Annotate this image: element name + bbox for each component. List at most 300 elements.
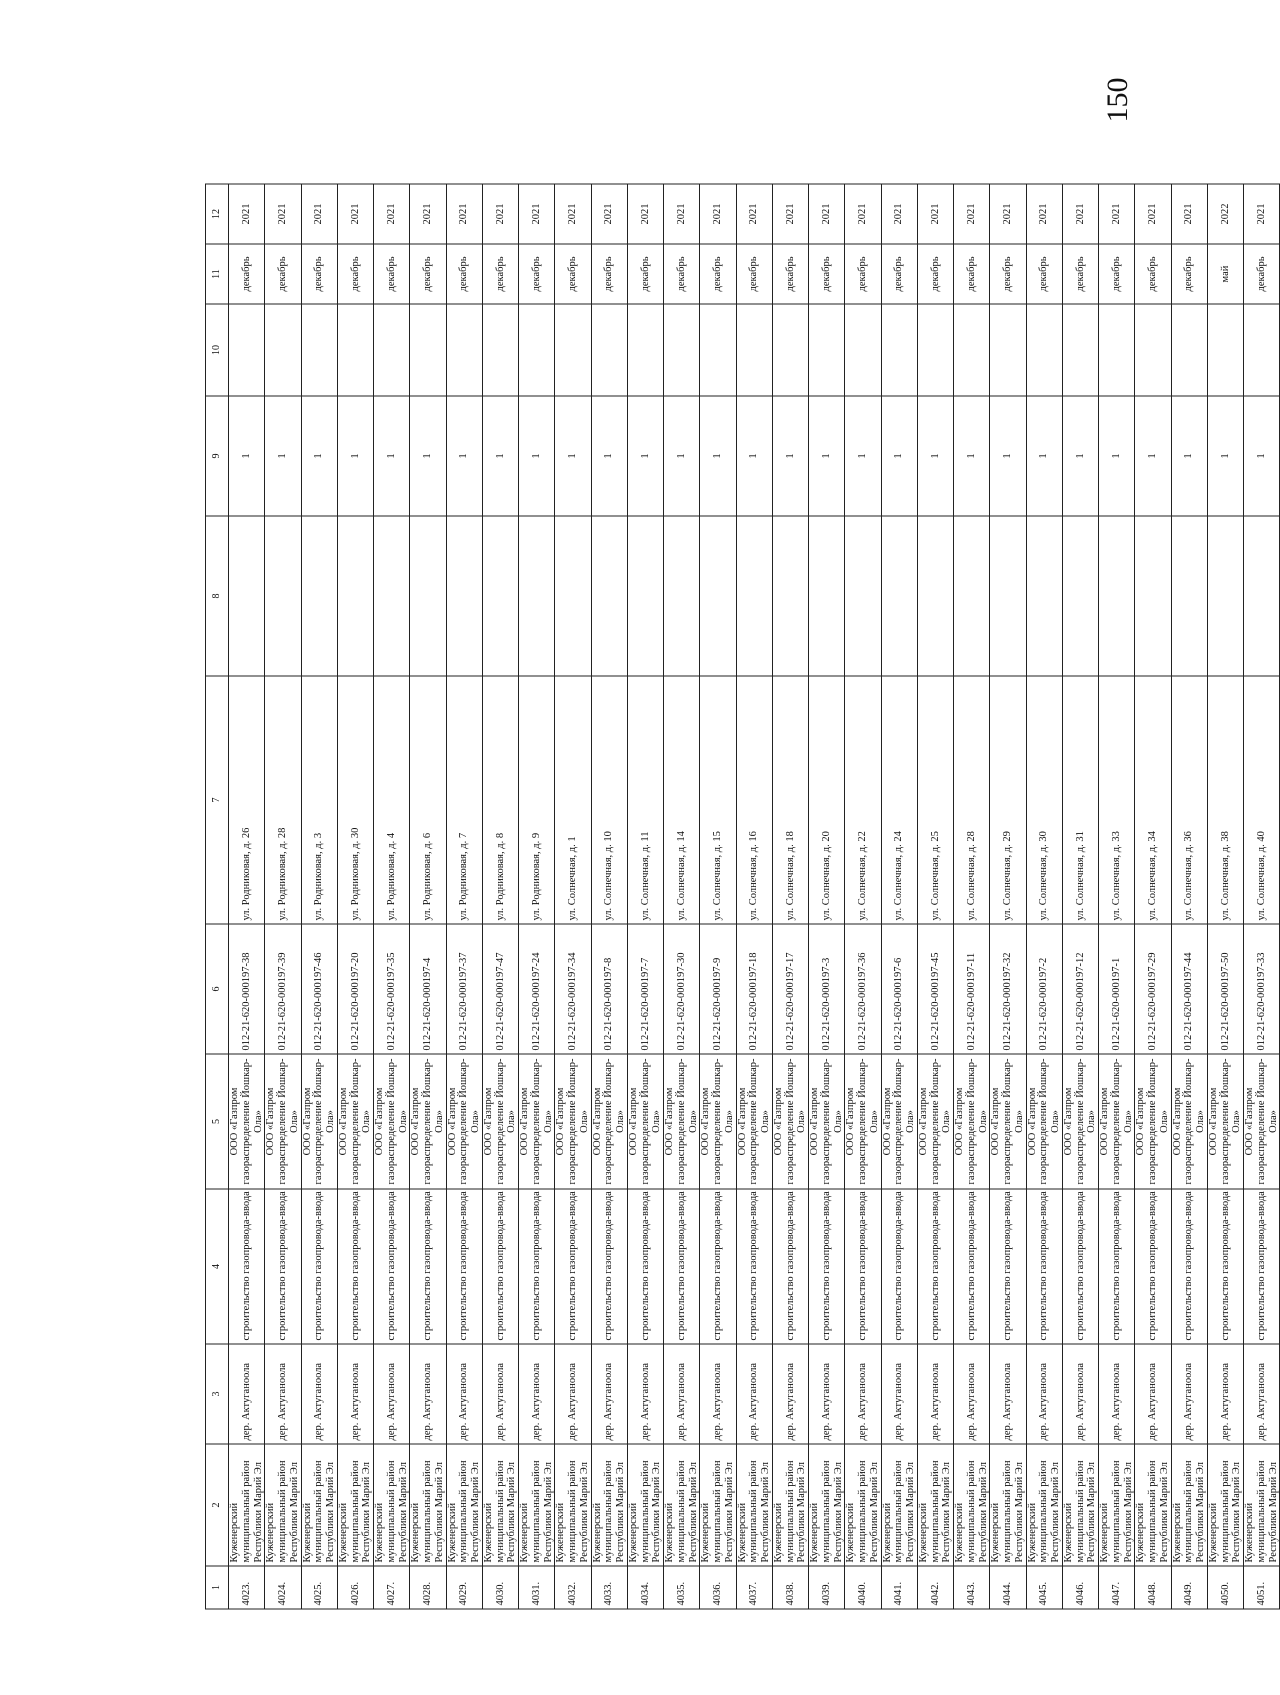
district-cell: Куженерский муниципальный район Республики Марий Эл bbox=[1135, 1444, 1171, 1566]
village-cell: дер. Актуганоола bbox=[265, 1344, 301, 1444]
col8-cell bbox=[881, 516, 917, 676]
table-row bbox=[990, 184, 1026, 1609]
work-type-cell: строительство газопровода-ввода bbox=[736, 1189, 772, 1344]
object-code-cell: 012-21-620-000197-33 bbox=[1244, 924, 1280, 1054]
district-cell: Куженерский муниципальный район Республики Марий Эл bbox=[1099, 1444, 1135, 1566]
col8-cell bbox=[1244, 516, 1280, 676]
organization-cell: ООО «Газпром газораспределение Йошкар-Ола» bbox=[845, 1054, 881, 1189]
col10-cell bbox=[990, 304, 1026, 396]
object-code-cell: 012-21-620-000197-8 bbox=[591, 924, 627, 1054]
month-cell: декабрь bbox=[229, 244, 265, 304]
col8-cell bbox=[374, 516, 410, 676]
address-cell: ул. Солнечная, д. 14 bbox=[664, 676, 700, 924]
quantity-cell: 1 bbox=[917, 396, 953, 516]
work-type-cell: строительство газопровода-ввода bbox=[1062, 1189, 1098, 1344]
address-cell: ул. Родниковая, д. 30 bbox=[337, 676, 373, 924]
village-cell: дер. Актуганоола bbox=[772, 1344, 808, 1444]
month-cell: декабрь bbox=[591, 244, 627, 304]
header-row bbox=[206, 184, 229, 1609]
col-header-11: 11 bbox=[206, 244, 229, 304]
organization-cell: ООО «Газпром газораспределение Йошкар-Ола» bbox=[700, 1054, 736, 1189]
address-cell: ул. Солнечная, д. 24 bbox=[881, 676, 917, 924]
year-cell: 2022 bbox=[1207, 184, 1243, 244]
col-header-5: 5 bbox=[206, 1054, 229, 1189]
col10-cell bbox=[301, 304, 337, 396]
col10-cell bbox=[664, 304, 700, 396]
object-code-cell: 012-21-620-000197-4 bbox=[410, 924, 446, 1054]
col8-cell bbox=[1026, 516, 1062, 676]
district-cell: Куженерский муниципальный район Республики Марий Эл bbox=[1207, 1444, 1243, 1566]
row-number-cell: 4031. bbox=[519, 1566, 555, 1609]
village-cell: дер. Актуганоола bbox=[1171, 1344, 1207, 1444]
object-code-cell: 012-21-620-000197-35 bbox=[374, 924, 410, 1054]
village-cell: дер. Актуганоола bbox=[627, 1344, 663, 1444]
month-cell: декабрь bbox=[917, 244, 953, 304]
village-cell: дер. Актуганоола bbox=[1099, 1344, 1135, 1444]
work-type-cell: строительство газопровода-ввода bbox=[881, 1189, 917, 1344]
col10-cell bbox=[229, 304, 265, 396]
year-cell: 2021 bbox=[809, 184, 845, 244]
row-number-cell: 4044. bbox=[990, 1566, 1026, 1609]
work-type-cell: строительство газопровода-ввода bbox=[917, 1189, 953, 1344]
district-cell: Куженерский муниципальный район Республики Марий Эл bbox=[265, 1444, 301, 1566]
col10-cell bbox=[700, 304, 736, 396]
organization-cell: ООО «Газпром газораспределение Йошкар-Ола» bbox=[736, 1054, 772, 1189]
col10-cell bbox=[917, 304, 953, 396]
row-number-cell: 4040. bbox=[845, 1566, 881, 1609]
village-cell: дер. Актуганоола bbox=[809, 1344, 845, 1444]
organization-cell: ООО «Газпром газораспределение Йошкар-Ола» bbox=[1207, 1054, 1243, 1189]
year-cell: 2021 bbox=[664, 184, 700, 244]
year-cell: 2021 bbox=[519, 184, 555, 244]
district-cell: Куженерский муниципальный район Республики Марий Эл bbox=[374, 1444, 410, 1566]
col10-cell bbox=[591, 304, 627, 396]
object-code-cell: 012-21-620-000197-50 bbox=[1207, 924, 1243, 1054]
village-cell: дер. Актуганоола bbox=[664, 1344, 700, 1444]
table-row bbox=[1135, 184, 1171, 1609]
organization-cell: ООО «Газпром газораспределение Йошкар-Ола» bbox=[1244, 1054, 1280, 1189]
row-number-cell: 4045. bbox=[1026, 1566, 1062, 1609]
address-cell: ул. Родниковая, д. 26 bbox=[229, 676, 265, 924]
district-cell: Куженерский муниципальный район Республики Марий Эл bbox=[954, 1444, 990, 1566]
object-code-cell: 012-21-620-000197-7 bbox=[627, 924, 663, 1054]
work-type-cell: строительство газопровода-ввода bbox=[772, 1189, 808, 1344]
object-code-cell: 012-21-620-000197-18 bbox=[736, 924, 772, 1054]
object-code-cell: 012-21-620-000197-30 bbox=[664, 924, 700, 1054]
village-cell: дер. Актуганоола bbox=[990, 1344, 1026, 1444]
district-cell: Куженерский муниципальный район Республики Марий Эл bbox=[1062, 1444, 1098, 1566]
month-cell: декабрь bbox=[265, 244, 301, 304]
address-cell: ул. Родниковая, д. 3 bbox=[301, 676, 337, 924]
district-cell: Куженерский муниципальный район Республики Марий Эл bbox=[736, 1444, 772, 1566]
address-cell: ул. Солнечная, д. 40 bbox=[1244, 676, 1280, 924]
organization-cell: ООО «Газпром газораспределение Йошкар-Ола» bbox=[1026, 1054, 1062, 1189]
work-type-cell: строительство газопровода-ввода bbox=[700, 1189, 736, 1344]
table-row bbox=[555, 184, 591, 1609]
organization-cell: ООО «Газпром газораспределение Йошкар-Ола» bbox=[1062, 1054, 1098, 1189]
col8-cell bbox=[664, 516, 700, 676]
col8-cell bbox=[1207, 516, 1243, 676]
col10-cell bbox=[1099, 304, 1135, 396]
address-cell: ул. Родниковая, д. 7 bbox=[446, 676, 482, 924]
organization-cell: ООО «Газпром газораспределение Йошкар-Ола» bbox=[410, 1054, 446, 1189]
district-cell: Куженерский муниципальный район Республики Марий Эл bbox=[664, 1444, 700, 1566]
col8-cell bbox=[1135, 516, 1171, 676]
organization-cell: ООО «Газпром газораспределение Йошкар-Ола» bbox=[990, 1054, 1026, 1189]
village-cell: дер. Актуганоола bbox=[591, 1344, 627, 1444]
organization-cell: ООО «Газпром газораспределение Йошкар-Ола» bbox=[446, 1054, 482, 1189]
address-cell: ул. Солнечная, д. 33 bbox=[1099, 676, 1135, 924]
organization-cell: ООО «Газпром газораспределение Йошкар-Ола» bbox=[337, 1054, 373, 1189]
work-type-cell: строительство газопровода-ввода bbox=[519, 1189, 555, 1344]
work-type-cell: строительство газопровода-ввода bbox=[410, 1189, 446, 1344]
table-row bbox=[881, 184, 917, 1609]
district-cell: Куженерский муниципальный район Республики Марий Эл bbox=[337, 1444, 373, 1566]
month-cell: декабрь bbox=[736, 244, 772, 304]
col8-cell bbox=[954, 516, 990, 676]
row-number-cell: 4046. bbox=[1062, 1566, 1098, 1609]
page-number: 150 bbox=[1101, 77, 1134, 123]
work-type-cell: строительство газопровода-ввода bbox=[954, 1189, 990, 1344]
village-cell: дер. Актуганоола bbox=[917, 1344, 953, 1444]
quantity-cell: 1 bbox=[736, 396, 772, 516]
work-type-cell: строительство газопровода-ввода bbox=[374, 1189, 410, 1344]
object-code-cell: 012-21-620-000197-9 bbox=[700, 924, 736, 1054]
table-row bbox=[482, 184, 518, 1609]
table-row bbox=[229, 184, 265, 1609]
table-row bbox=[845, 184, 881, 1609]
quantity-cell: 1 bbox=[1026, 396, 1062, 516]
year-cell: 2021 bbox=[1171, 184, 1207, 244]
village-cell: дер. Актуганоола bbox=[700, 1344, 736, 1444]
object-code-cell: 012-21-620-000197-3 bbox=[809, 924, 845, 1054]
year-cell: 2021 bbox=[881, 184, 917, 244]
col10-cell bbox=[482, 304, 518, 396]
col-header-8: 8 bbox=[206, 516, 229, 676]
address-cell: ул. Солнечная, д. 28 bbox=[954, 676, 990, 924]
year-cell: 2021 bbox=[482, 184, 518, 244]
quantity-cell: 1 bbox=[1171, 396, 1207, 516]
work-type-cell: строительство газопровода-ввода bbox=[301, 1189, 337, 1344]
object-code-cell: 012-21-620-000197-17 bbox=[772, 924, 808, 1054]
organization-cell: ООО «Газпром газораспределение Йошкар-Ола» bbox=[301, 1054, 337, 1189]
year-cell: 2021 bbox=[917, 184, 953, 244]
quantity-cell: 1 bbox=[446, 396, 482, 516]
quantity-cell: 1 bbox=[772, 396, 808, 516]
month-cell: декабрь bbox=[410, 244, 446, 304]
col8-cell bbox=[446, 516, 482, 676]
quantity-cell: 1 bbox=[700, 396, 736, 516]
row-number-cell: 4030. bbox=[482, 1566, 518, 1609]
village-cell: дер. Актуганоола bbox=[736, 1344, 772, 1444]
district-cell: Куженерский муниципальный район Республики Марий Эл bbox=[519, 1444, 555, 1566]
quantity-cell: 1 bbox=[410, 396, 446, 516]
table-row bbox=[664, 184, 700, 1609]
col8-cell bbox=[700, 516, 736, 676]
month-cell: декабрь bbox=[555, 244, 591, 304]
address-cell: ул. Солнечная, д. 25 bbox=[917, 676, 953, 924]
row-number-cell: 4051. bbox=[1244, 1566, 1280, 1609]
month-cell: декабрь bbox=[301, 244, 337, 304]
year-cell: 2021 bbox=[627, 184, 663, 244]
row-number-cell: 4042. bbox=[917, 1566, 953, 1609]
village-cell: дер. Актуганоола bbox=[845, 1344, 881, 1444]
quantity-cell: 1 bbox=[809, 396, 845, 516]
quantity-cell: 1 bbox=[990, 396, 1026, 516]
quantity-cell: 1 bbox=[519, 396, 555, 516]
address-cell: ул. Родниковая, д. 8 bbox=[482, 676, 518, 924]
object-code-cell: 012-21-620-000197-39 bbox=[265, 924, 301, 1054]
quantity-cell: 1 bbox=[1207, 396, 1243, 516]
work-type-cell: строительство газопровода-ввода bbox=[664, 1189, 700, 1344]
quantity-cell: 1 bbox=[229, 396, 265, 516]
row-number-cell: 4047. bbox=[1099, 1566, 1135, 1609]
col10-cell bbox=[265, 304, 301, 396]
month-cell: декабрь bbox=[1099, 244, 1135, 304]
year-cell: 2021 bbox=[229, 184, 265, 244]
row-number-cell: 4025. bbox=[301, 1566, 337, 1609]
work-type-cell: строительство газопровода-ввода bbox=[591, 1189, 627, 1344]
col10-cell bbox=[446, 304, 482, 396]
year-cell: 2021 bbox=[591, 184, 627, 244]
table-row bbox=[1207, 184, 1243, 1609]
work-type-cell: строительство газопровода-ввода bbox=[482, 1189, 518, 1344]
row-number-cell: 4033. bbox=[591, 1566, 627, 1609]
object-code-cell: 012-21-620-000197-24 bbox=[519, 924, 555, 1054]
address-cell: ул. Солнечная, д. 29 bbox=[990, 676, 1026, 924]
col-header-10: 10 bbox=[206, 304, 229, 396]
row-number-cell: 4049. bbox=[1171, 1566, 1207, 1609]
month-cell: декабрь bbox=[1171, 244, 1207, 304]
col10-cell bbox=[627, 304, 663, 396]
table-row bbox=[374, 184, 410, 1609]
address-cell: ул. Солнечная, д. 38 bbox=[1207, 676, 1243, 924]
col-header-9: 9 bbox=[206, 396, 229, 516]
organization-cell: ООО «Газпром газораспределение Йошкар-Ола» bbox=[1135, 1054, 1171, 1189]
col-header-4: 4 bbox=[206, 1189, 229, 1344]
object-code-cell: 012-21-620-000197-1 bbox=[1099, 924, 1135, 1054]
address-cell: ул. Родниковая, д. 6 bbox=[410, 676, 446, 924]
col10-cell bbox=[1026, 304, 1062, 396]
col8-cell bbox=[555, 516, 591, 676]
year-cell: 2021 bbox=[1244, 184, 1280, 244]
object-code-cell: 012-21-620-000197-32 bbox=[990, 924, 1026, 1054]
table-row bbox=[265, 184, 301, 1609]
organization-cell: ООО «Газпром газораспределение Йошкар-Ола» bbox=[809, 1054, 845, 1189]
village-cell: дер. Актуганоола bbox=[1026, 1344, 1062, 1444]
col8-cell bbox=[917, 516, 953, 676]
district-cell: Куженерский муниципальный район Республики Марий Эл bbox=[772, 1444, 808, 1566]
quantity-cell: 1 bbox=[845, 396, 881, 516]
village-cell: дер. Актуганоола bbox=[482, 1344, 518, 1444]
village-cell: дер. Актуганоола bbox=[555, 1344, 591, 1444]
district-cell: Куженерский муниципальный район Республики Марий Эл bbox=[700, 1444, 736, 1566]
row-number-cell: 4026. bbox=[337, 1566, 373, 1609]
col10-cell bbox=[881, 304, 917, 396]
month-cell: декабрь bbox=[664, 244, 700, 304]
col10-cell bbox=[1244, 304, 1280, 396]
col8-cell bbox=[1099, 516, 1135, 676]
object-code-cell: 012-21-620-000197-6 bbox=[881, 924, 917, 1054]
quantity-cell: 1 bbox=[482, 396, 518, 516]
col-header-7: 7 bbox=[206, 676, 229, 924]
organization-cell: ООО «Газпром газораспределение Йошкар-Ола» bbox=[664, 1054, 700, 1189]
month-cell: декабрь bbox=[700, 244, 736, 304]
table-row bbox=[337, 184, 373, 1609]
row-number-cell: 4035. bbox=[664, 1566, 700, 1609]
month-cell: декабрь bbox=[337, 244, 373, 304]
work-type-cell: строительство газопровода-ввода bbox=[1135, 1189, 1171, 1344]
row-number-cell: 4039. bbox=[809, 1566, 845, 1609]
work-type-cell: строительство газопровода-ввода bbox=[1026, 1189, 1062, 1344]
col8-cell bbox=[736, 516, 772, 676]
work-type-cell: строительство газопровода-ввода bbox=[1099, 1189, 1135, 1344]
col8-cell bbox=[772, 516, 808, 676]
table-row bbox=[519, 184, 555, 1609]
col10-cell bbox=[555, 304, 591, 396]
table-row bbox=[954, 184, 990, 1609]
object-code-cell: 012-21-620-000197-37 bbox=[446, 924, 482, 1054]
object-code-cell: 012-21-620-000197-2 bbox=[1026, 924, 1062, 1054]
quantity-cell: 1 bbox=[301, 396, 337, 516]
quantity-cell: 1 bbox=[591, 396, 627, 516]
month-cell: декабрь bbox=[772, 244, 808, 304]
object-code-cell: 012-21-620-000197-34 bbox=[555, 924, 591, 1054]
table-row bbox=[917, 184, 953, 1609]
work-type-cell: строительство газопровода-ввода bbox=[337, 1189, 373, 1344]
district-cell: Куженерский муниципальный район Республики Марий Эл bbox=[301, 1444, 337, 1566]
organization-cell: ООО «Газпром газораспределение Йошкар-Ола» bbox=[519, 1054, 555, 1189]
col10-cell bbox=[1062, 304, 1098, 396]
year-cell: 2021 bbox=[845, 184, 881, 244]
col8-cell bbox=[301, 516, 337, 676]
year-cell: 2021 bbox=[700, 184, 736, 244]
row-number-cell: 4027. bbox=[374, 1566, 410, 1609]
row-number-cell: 4037. bbox=[736, 1566, 772, 1609]
address-cell: ул. Родниковая, д. 4 bbox=[374, 676, 410, 924]
organization-cell: ООО «Газпром газораспределение Йошкар-Ола» bbox=[772, 1054, 808, 1189]
village-cell: дер. Актуганоола bbox=[1135, 1344, 1171, 1444]
village-cell: дер. Актуганоола bbox=[410, 1344, 446, 1444]
row-number-cell: 4038. bbox=[772, 1566, 808, 1609]
work-type-cell: строительство газопровода-ввода bbox=[990, 1189, 1026, 1344]
col8-cell bbox=[1062, 516, 1098, 676]
month-cell: декабрь bbox=[374, 244, 410, 304]
col10-cell bbox=[1171, 304, 1207, 396]
address-cell: ул. Родниковая, д. 9 bbox=[519, 676, 555, 924]
organization-cell: ООО «Газпром газораспределение Йошкар-Ола» bbox=[229, 1054, 265, 1189]
table-row bbox=[591, 184, 627, 1609]
address-cell: ул. Солнечная, д. 22 bbox=[845, 676, 881, 924]
table-body bbox=[229, 184, 1280, 1609]
col8-cell bbox=[229, 516, 265, 676]
village-cell: дер. Актуганоола bbox=[1244, 1344, 1280, 1444]
row-number-cell: 4032. bbox=[555, 1566, 591, 1609]
quantity-cell: 1 bbox=[1062, 396, 1098, 516]
col8-cell bbox=[990, 516, 1026, 676]
month-cell: декабрь bbox=[990, 244, 1026, 304]
col10-cell bbox=[410, 304, 446, 396]
organization-cell: ООО «Газпром газораспределение Йошкар-Ола» bbox=[482, 1054, 518, 1189]
address-cell: ул. Солнечная, д. 30 bbox=[1026, 676, 1062, 924]
col10-cell bbox=[809, 304, 845, 396]
quantity-cell: 1 bbox=[627, 396, 663, 516]
gas-pipeline-table-container bbox=[205, 185, 1279, 1610]
year-cell: 2021 bbox=[555, 184, 591, 244]
object-code-cell: 012-21-620-000197-12 bbox=[1062, 924, 1098, 1054]
organization-cell: ООО «Газпром газораспределение Йошкар-Ола» bbox=[954, 1054, 990, 1189]
work-type-cell: строительство газопровода-ввода bbox=[845, 1189, 881, 1344]
district-cell: Куженерский муниципальный район Республики Марий Эл bbox=[555, 1444, 591, 1566]
district-cell: Куженерский муниципальный район Республики Марий Эл bbox=[809, 1444, 845, 1566]
object-code-cell: 012-21-620-000197-45 bbox=[917, 924, 953, 1054]
table-row bbox=[1026, 184, 1062, 1609]
col10-cell bbox=[772, 304, 808, 396]
col10-cell bbox=[736, 304, 772, 396]
quantity-cell: 1 bbox=[1099, 396, 1135, 516]
village-cell: дер. Актуганоола bbox=[446, 1344, 482, 1444]
row-number-cell: 4041. bbox=[881, 1566, 917, 1609]
village-cell: дер. Актуганоола bbox=[954, 1344, 990, 1444]
col-header-3: 3 bbox=[206, 1344, 229, 1444]
table-row bbox=[1099, 184, 1135, 1609]
table-row bbox=[301, 184, 337, 1609]
month-cell: декабрь bbox=[954, 244, 990, 304]
col10-cell bbox=[1135, 304, 1171, 396]
object-code-cell: 012-21-620-000197-47 bbox=[482, 924, 518, 1054]
month-cell: декабрь bbox=[809, 244, 845, 304]
district-cell: Куженерский муниципальный район Республики Марий Эл bbox=[990, 1444, 1026, 1566]
table-row bbox=[410, 184, 446, 1609]
organization-cell: ООО «Газпром газораспределение Йошкар-Ола» bbox=[1171, 1054, 1207, 1189]
village-cell: дер. Актуганоола bbox=[519, 1344, 555, 1444]
row-number-cell: 4029. bbox=[446, 1566, 482, 1609]
table-row bbox=[809, 184, 845, 1609]
col8-cell bbox=[337, 516, 373, 676]
year-cell: 2021 bbox=[337, 184, 373, 244]
district-cell: Куженерский муниципальный район Республики Марий Эл bbox=[881, 1444, 917, 1566]
address-cell: ул. Солнечная, д. 18 bbox=[772, 676, 808, 924]
year-cell: 2021 bbox=[736, 184, 772, 244]
row-number-cell: 4034. bbox=[627, 1566, 663, 1609]
col8-cell bbox=[1171, 516, 1207, 676]
table-row bbox=[700, 184, 736, 1609]
year-cell: 2021 bbox=[990, 184, 1026, 244]
col8-cell bbox=[591, 516, 627, 676]
district-cell: Куженерский муниципальный район Республики Марий Эл bbox=[1171, 1444, 1207, 1566]
col-header-6: 6 bbox=[206, 924, 229, 1054]
table-row bbox=[1062, 184, 1098, 1609]
month-cell: декабрь bbox=[627, 244, 663, 304]
col8-cell bbox=[482, 516, 518, 676]
organization-cell: ООО «Газпром газораспределение Йошкар-Ола» bbox=[1099, 1054, 1135, 1189]
work-type-cell: строительство газопровода-ввода bbox=[446, 1189, 482, 1344]
month-cell: декабрь bbox=[1244, 244, 1280, 304]
year-cell: 2021 bbox=[1062, 184, 1098, 244]
gas-pipeline-table bbox=[205, 184, 1280, 1610]
year-cell: 2021 bbox=[446, 184, 482, 244]
quantity-cell: 1 bbox=[1244, 396, 1280, 516]
object-code-cell: 012-21-620-000197-44 bbox=[1171, 924, 1207, 1054]
work-type-cell: строительство газопровода-ввода bbox=[229, 1189, 265, 1344]
address-cell: ул. Родниковая, д. 28 bbox=[265, 676, 301, 924]
table-row bbox=[1171, 184, 1207, 1609]
organization-cell: ООО «Газпром газораспределение Йошкар-Ола» bbox=[917, 1054, 953, 1189]
object-code-cell: 012-21-620-000197-29 bbox=[1135, 924, 1171, 1054]
row-number-cell: 4036. bbox=[700, 1566, 736, 1609]
address-cell: ул. Солнечная, д. 34 bbox=[1135, 676, 1171, 924]
table-header bbox=[206, 184, 229, 1609]
